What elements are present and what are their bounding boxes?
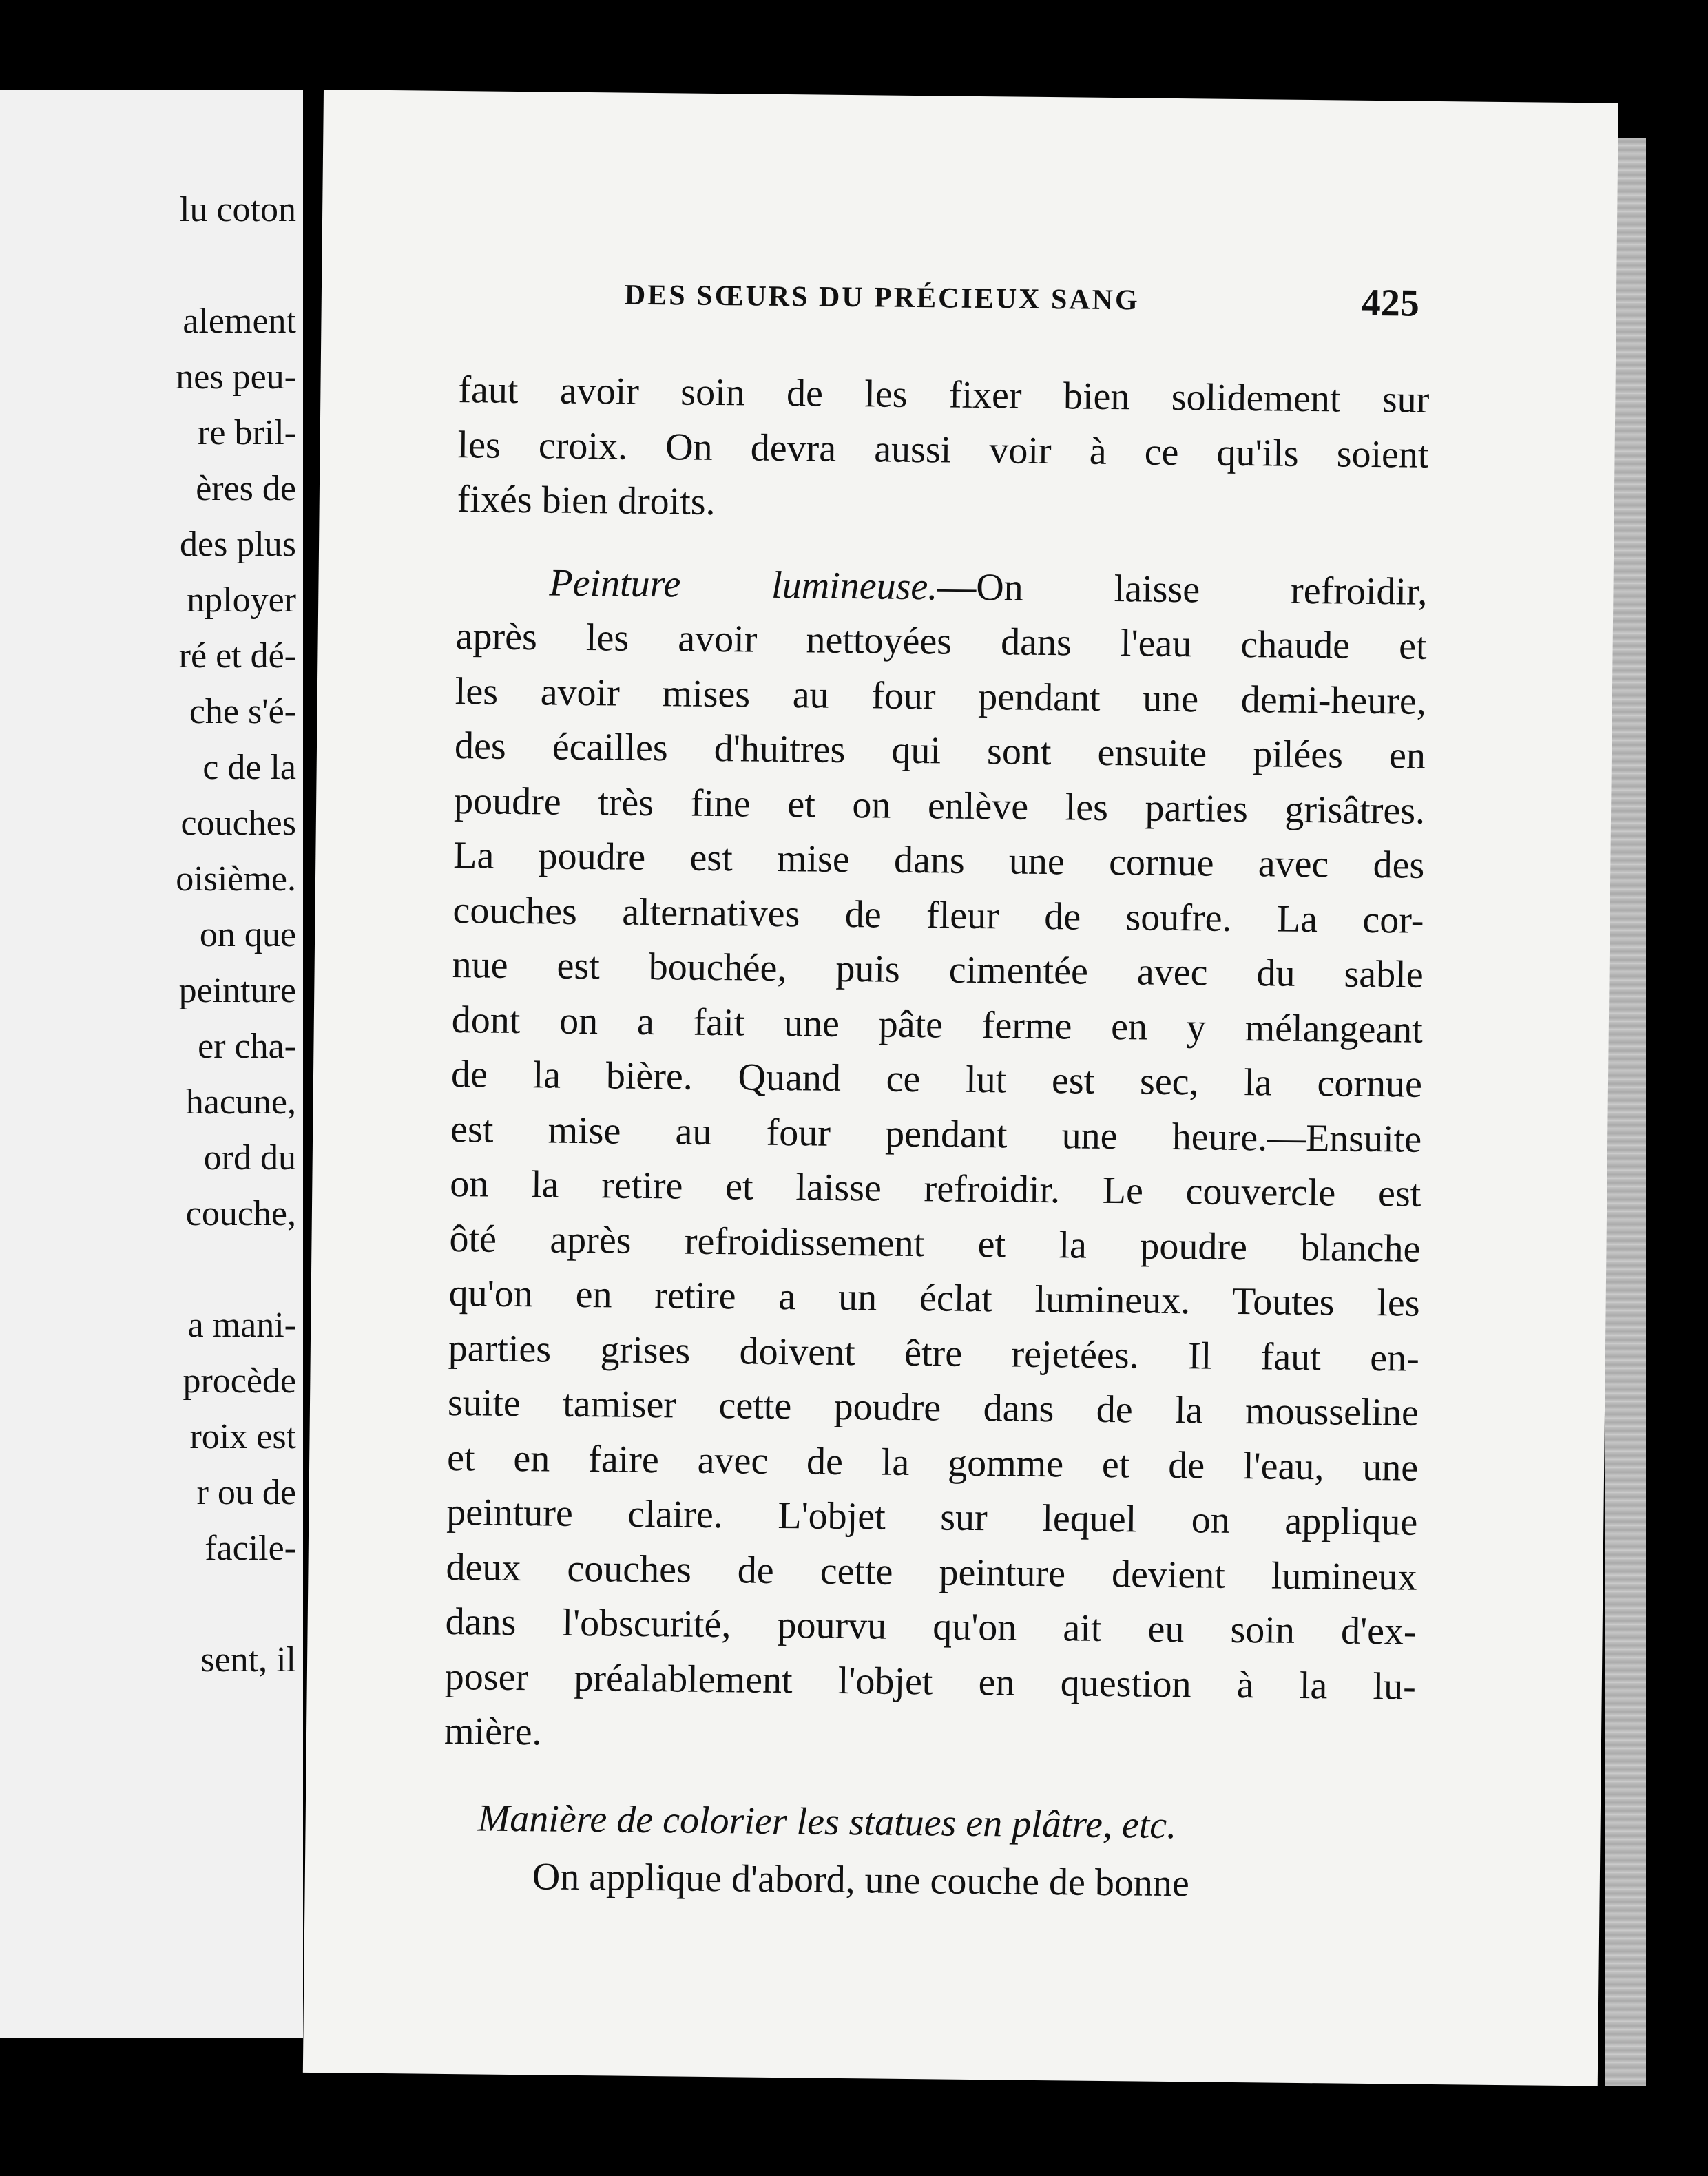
text-line: suite tamiser cette poudre dans de la mousseline [447, 1381, 1419, 1434]
left-page-line: roix est [189, 1417, 296, 1456]
left-page-line: oisième. [176, 859, 296, 899]
left-page-line: c de la [202, 748, 296, 787]
text-line: poser préalablement l'objet en question à la lu- [444, 1655, 1417, 1708]
left-page-line: des plus [180, 525, 296, 564]
text-line: de la bière. Quand ce lut est sec, la cornue [450, 1053, 1423, 1106]
text-line: mière. [444, 1709, 542, 1754]
text-line: La poudre est mise dans une cornue avec des [453, 834, 1425, 887]
text-line: est mise au four pendant une heure.—Ensuite [450, 1107, 1422, 1161]
paragraph-lines [444, 609, 1427, 1769]
paragraph-heading: Peinture lumineuse. [549, 561, 938, 608]
left-page-line: a mani- [187, 1306, 296, 1345]
section-heading: Manière de colorier les statues en plâtre, etc. [477, 1796, 1177, 1847]
left-page-line: ères de [196, 469, 296, 508]
text-line: parties grises doivent être rejetées. Il faut en- [448, 1326, 1420, 1380]
text-line: poudre très fine et on enlève les parties grisâtres. [453, 779, 1426, 833]
text-line: qu'on en retire a un éclat lumineux. Toutes les [448, 1272, 1420, 1325]
left-page-line: hacune, [185, 1082, 296, 1122]
text-line: peinture claire. L'objet sur lequel on applique [446, 1490, 1418, 1544]
paragraph-first-line-rest: —On laisse refroidir, [937, 565, 1428, 614]
text-line: fixés bien droits. [457, 478, 716, 523]
text-line: On applique d'abord, une couche de bonne [532, 1854, 1190, 1905]
text-line: dont on a fait une pâte ferme en y mélangeant [451, 998, 1424, 1052]
text-line: couches alternatives de fleur de soufre. La cor- [452, 888, 1424, 942]
left-page-line: peinture [178, 971, 296, 1010]
text-line: après les avoir nettoyées dans l'eau chaude et [455, 615, 1427, 668]
text-line: deux couches de cette peinture devient lumineux [446, 1545, 1417, 1599]
paragraph-first-line [456, 555, 1428, 620]
left-page-line: ré et dé- [178, 636, 296, 676]
left-page-line: couches [180, 804, 296, 843]
right-page [303, 90, 1618, 2086]
left-page-line: r ou de [196, 1473, 296, 1512]
left-page-line: ord du [203, 1138, 296, 1178]
page-body [442, 363, 1429, 1914]
left-page-line: on que [199, 915, 296, 954]
left-page-line: er cha- [198, 1027, 296, 1066]
left-page-line: nes peu- [176, 357, 296, 397]
left-page-line: nployer [187, 580, 296, 620]
left-page-line: procède [183, 1361, 296, 1401]
left-page-line: facile- [205, 1529, 296, 1568]
running-head-title: DES SŒURS DU PRÉCIEUX SANG [624, 279, 1140, 317]
left-page-line: sent, il [200, 1640, 296, 1680]
text-line: les croix. On devra aussi voir à ce qu'ils soient [457, 423, 1429, 477]
left-page-line: lu coton [180, 190, 296, 229]
text-line: nue est bouchée, puis cimentée avec du sable [452, 943, 1424, 996]
page-number: 425 [1361, 281, 1420, 325]
left-page-text [0, 90, 303, 2038]
text-line: ôté après refroidissement et la poudre blanche [449, 1217, 1421, 1270]
left-page-line: couche, [185, 1194, 296, 1233]
text-line: les avoir mises au four pendant une demi-heure, [455, 669, 1427, 723]
left-facing-page [0, 90, 303, 2038]
left-page-line: che s'é- [189, 692, 296, 731]
running-head [624, 279, 1589, 325]
text-line: dans l'obscurité, pourvu qu'on ait eu soin d'ex- [445, 1600, 1417, 1653]
text-line: on la retire et laisse refroidir. Le couvercle est [450, 1162, 1421, 1215]
text-line: et en faire avec de la gomme et de l'eau, une [446, 1436, 1419, 1489]
left-page-line: re bril- [198, 413, 296, 452]
left-page-line: alement [183, 302, 296, 341]
text-line: des écailles d'huitres qui sont ensuite pilées en [454, 724, 1426, 777]
text-line: faut avoir soin de les fixer bien solidement sur [458, 368, 1430, 421]
